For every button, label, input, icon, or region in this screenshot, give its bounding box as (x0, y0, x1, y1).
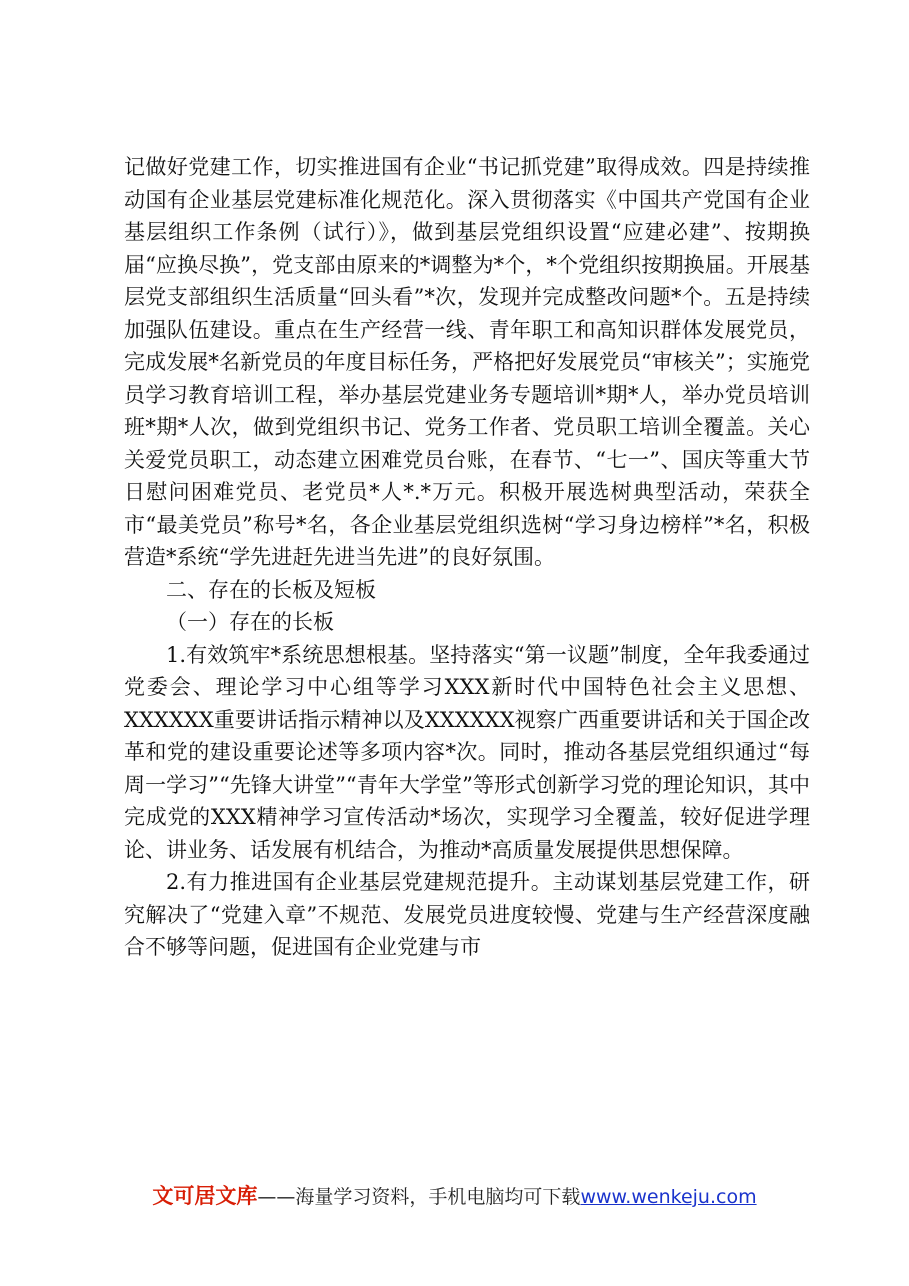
subsection-heading: （一）存在的长板 (166, 610, 334, 634)
document-body (124, 151, 810, 964)
footer-brand: 文可居文库 (152, 1184, 258, 1208)
footer-link[interactable]: www.wenkeju.com (580, 1186, 757, 1208)
paragraph-item-2: 2.有力推进国有企业基层党建规范提升。主动谋划基层党建工作，研究解决了“党建入章”不规范、发展党员进度较慢、党建与生产经营深度融合不够等问题，促进国有企业党建与市 (124, 870, 810, 959)
footer-slogan: ——海量学习资料，手机电脑均可下载 (257, 1186, 581, 1208)
footer-banner (0, 1180, 909, 1210)
section-heading: 二、存在的长板及短板 (166, 577, 376, 602)
paragraph-party-building: 记做好党建工作，切实推进国有企业“书记抓党建”取得成效。四是持续推动国有企业基层党建标准化规范化。深入贯彻落实《中国共产党国有企业基层组织工作条例（试行）》，做到基层党组织设置“应建必建”、按期换届“应换尽换”，党支部由原来的*调整为*个，*个党组织按期换届。开展基层党支部组织生活质量“回头看”*次，发现并完成整改问题*个。五是持续加强队伍建设。重点在生产经营一线、青年职工和高知识群体发展党员，完成发展*名新党员的年度目标任务，严格把好发展党员“审核关”；实施党员学习教育培训工程，举办基层党建业务专题培训*期*人，举办党员培训班*期*人次，做到党组织书记、党务工作者、党员职工培训全覆盖。关心关爱党员职工，动态建立困难党员台账，在春节、“七一”、国庆等重大节日慰问困难党员、老党员*人*.*万元。积极开展选树典型活动，荣获全市“最美党员”称号*名，各企业基层党组织选树“学习身边榜样”*名，积极营造*系统“学先进赶先进当先进”的良好氛围。 (124, 155, 810, 569)
paragraph-item-1: 1.有效筑牢*系统思想根基。坚持落实“第一议题”制度，全年我委通过党委会、理论学习中心组等学习XXX新时代中国特色社会主义思想、XXXXXX重要讲话指示精神以及XXXXXX视察广西重要讲话和关于国企改革和党的建设重要论述等多项内容*次。同时，推动各基层党组织通过“每周一学习”“先锋大讲堂”“青年大学堂”等形式创新学习党的理论知识，其中完成党的XXX精神学习宣传活动*场次，实现学习全覆盖，较好促进学理论、讲业务、话发展有机结合，为推动*高质量发展提供思想保障。 (124, 642, 810, 862)
